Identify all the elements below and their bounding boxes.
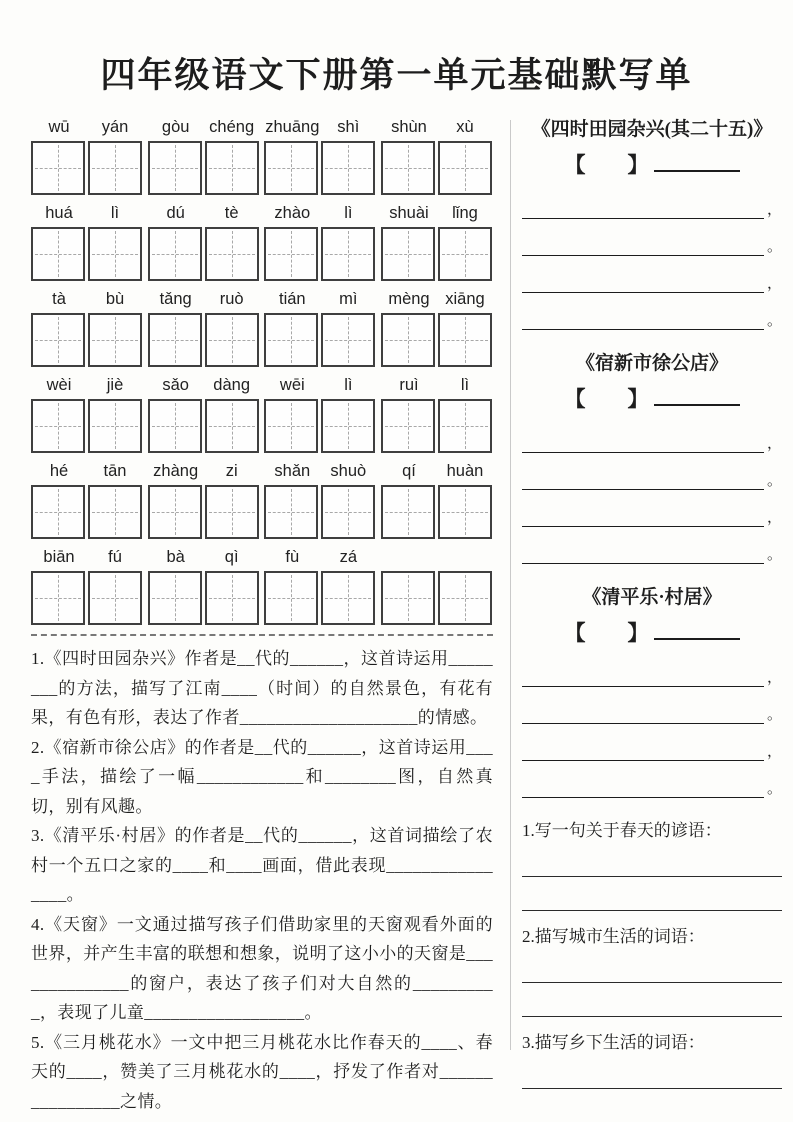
blank-line bbox=[522, 843, 782, 877]
pinyin-word-group bbox=[381, 548, 493, 625]
dashed-separator bbox=[31, 634, 493, 636]
pinyin-syllable: yán bbox=[101, 118, 129, 136]
tianzige-box bbox=[264, 399, 318, 453]
pinyin-syllable: tān bbox=[103, 462, 127, 480]
writing-boxes bbox=[31, 571, 143, 625]
poem-answer-line bbox=[522, 293, 782, 330]
pinyin-word-group bbox=[31, 462, 143, 539]
pinyin-syllable: huàn bbox=[446, 462, 484, 480]
poem-answer-line bbox=[522, 761, 782, 798]
blank-line bbox=[522, 760, 764, 798]
pinyin-syllable bbox=[437, 548, 493, 569]
pinyin-word-group bbox=[381, 204, 493, 281]
poem-title: 《四时田园杂兴(其二十五)》 bbox=[531, 119, 773, 140]
writing-boxes bbox=[31, 313, 143, 367]
tianzige-box bbox=[88, 227, 142, 281]
pinyin-labels bbox=[381, 204, 493, 225]
question-5: 5.《三月桃花水》一文中把三月桃花水比作春天的____、春天的____，赞美了三月桃花水的____，抒发了作者对________________之情。 bbox=[31, 1032, 493, 1111]
pinyin-syllable: dú bbox=[166, 204, 185, 222]
pinyin-syllable: ruì bbox=[399, 376, 419, 394]
blank-line bbox=[522, 686, 764, 724]
pinyin-syllable: shì bbox=[337, 118, 360, 136]
line-punctuation: ， bbox=[767, 276, 783, 292]
writing-boxes bbox=[148, 141, 260, 195]
tianzige-box bbox=[264, 313, 318, 367]
tianzige-box bbox=[438, 313, 492, 367]
blank-line bbox=[522, 723, 764, 761]
pinyin-syllable: biān bbox=[43, 548, 75, 566]
tianzige-box bbox=[321, 227, 375, 281]
line-punctuation: ， bbox=[767, 436, 783, 452]
pinyin-labels bbox=[148, 118, 260, 139]
dynasty-author-line bbox=[522, 617, 782, 650]
writing-boxes bbox=[381, 227, 493, 281]
tianzige-box bbox=[148, 571, 202, 625]
pinyin-labels bbox=[31, 462, 143, 483]
tianzige-box bbox=[205, 313, 259, 367]
prompt-label: 3.描写乡下生活的词语： bbox=[522, 1033, 705, 1052]
pinyin-row bbox=[31, 290, 493, 367]
pinyin-labels bbox=[31, 204, 143, 225]
prompt-section-1 bbox=[522, 818, 782, 911]
pinyin-syllable: tà bbox=[52, 290, 66, 308]
pinyin-word-group bbox=[31, 376, 143, 453]
blank-line bbox=[522, 452, 764, 490]
tianzige-box bbox=[321, 399, 375, 453]
blank-line bbox=[522, 526, 764, 564]
pinyin-word-group bbox=[148, 376, 260, 453]
pinyin-labels bbox=[31, 376, 143, 397]
tianzige-box bbox=[88, 141, 142, 195]
writing-boxes bbox=[264, 571, 376, 625]
pinyin-row bbox=[31, 462, 493, 539]
pinyin-labels bbox=[381, 548, 493, 569]
poem-section-3 bbox=[522, 584, 782, 798]
pinyin-labels bbox=[381, 290, 493, 311]
tianzige-box bbox=[321, 571, 375, 625]
poem-answer-line bbox=[522, 724, 782, 761]
pinyin-row bbox=[31, 204, 493, 281]
pinyin-syllable: shuài bbox=[389, 204, 429, 222]
question-3: 3.《清平乐·村居》的作者是__代的______，这首词描绘了农村一个五口之家的____和____画面，借此表现________________。 bbox=[31, 826, 493, 904]
pinyin-syllable: xiāng bbox=[445, 290, 485, 308]
tianzige-box bbox=[321, 485, 375, 539]
blank-line bbox=[522, 983, 782, 1017]
line-punctuation: ， bbox=[767, 670, 783, 686]
pinyin-word-group bbox=[264, 548, 376, 625]
blank-line bbox=[522, 255, 764, 293]
tianzige-box bbox=[148, 485, 202, 539]
left-column bbox=[31, 118, 493, 1116]
pinyin-syllable: tǎng bbox=[159, 290, 192, 308]
tianzige-box bbox=[31, 313, 85, 367]
poem-answer-line bbox=[522, 527, 782, 564]
writing-boxes bbox=[31, 227, 143, 281]
pinyin-syllable bbox=[381, 548, 437, 569]
prompt-label: 2.描写城市生活的词语： bbox=[522, 927, 705, 946]
pinyin-syllable: mèng bbox=[388, 290, 430, 308]
pinyin-syllable: wēi bbox=[279, 376, 305, 394]
dynasty-author-line bbox=[522, 383, 782, 416]
tianzige-box bbox=[264, 485, 318, 539]
right-column bbox=[522, 116, 782, 1122]
poem-answer-line bbox=[522, 182, 782, 219]
pinyin-labels bbox=[31, 118, 143, 139]
pinyin-syllable: tè bbox=[224, 204, 239, 222]
pinyin-labels bbox=[148, 548, 260, 569]
pinyin-syllable: huá bbox=[45, 204, 73, 222]
writing-boxes bbox=[381, 399, 493, 453]
writing-boxes bbox=[31, 141, 143, 195]
pinyin-syllable: bù bbox=[105, 290, 125, 308]
writing-boxes bbox=[148, 227, 260, 281]
writing-boxes bbox=[148, 399, 260, 453]
pinyin-labels bbox=[264, 548, 376, 569]
pinyin-word-group bbox=[381, 376, 493, 453]
pinyin-word-group bbox=[31, 290, 143, 367]
author-blank-line bbox=[654, 617, 740, 640]
writing-boxes bbox=[31, 485, 143, 539]
writing-boxes bbox=[264, 399, 376, 453]
line-punctuation: 。 bbox=[767, 473, 783, 489]
pinyin-syllable: jiè bbox=[106, 376, 124, 394]
dynasty-brackets: 【 】 bbox=[564, 153, 649, 177]
tianzige-box bbox=[148, 313, 202, 367]
pinyin-syllable: wèi bbox=[46, 376, 72, 394]
pinyin-syllable: lì bbox=[110, 204, 120, 222]
tianzige-box bbox=[88, 485, 142, 539]
dynasty-brackets: 【 】 bbox=[564, 387, 649, 411]
tianzige-box bbox=[88, 399, 142, 453]
pinyin-word-group bbox=[264, 118, 376, 195]
question-4: 4.《天窗》一文通过描写孩子们借助家里的天窗观看外面的世界，并产生丰富的联想和想象，说明了这小小的天窗是______________的窗户，表达了孩子们对大自然的__________，表现了儿童__________________。 bbox=[31, 914, 493, 1022]
writing-boxes bbox=[381, 313, 493, 367]
prompt-section-3 bbox=[522, 1030, 782, 1122]
tianzige-box bbox=[31, 227, 85, 281]
pinyin-syllable: zá bbox=[339, 548, 358, 566]
tianzige-box bbox=[381, 485, 435, 539]
writing-boxes bbox=[148, 571, 260, 625]
poem-section-1 bbox=[522, 116, 782, 330]
line-punctuation: 。 bbox=[767, 547, 783, 563]
author-blank-line bbox=[654, 383, 740, 406]
pinyin-grid bbox=[31, 118, 493, 625]
tianzige-box bbox=[438, 571, 492, 625]
pinyin-word-group bbox=[148, 118, 260, 195]
tianzige-box bbox=[148, 227, 202, 281]
poem-answer-line bbox=[522, 650, 782, 687]
poem-section-2 bbox=[522, 350, 782, 564]
tianzige-box bbox=[264, 141, 318, 195]
pinyin-word-group bbox=[31, 118, 143, 195]
pinyin-syllable: lì bbox=[344, 204, 353, 222]
poem-title: 《清平乐·村居》 bbox=[582, 587, 722, 608]
tianzige-box bbox=[438, 485, 492, 539]
pinyin-word-group bbox=[381, 290, 493, 367]
author-blank-line bbox=[654, 149, 740, 172]
tianzige-box bbox=[31, 399, 85, 453]
pinyin-syllable: fù bbox=[285, 548, 300, 566]
tianzige-box bbox=[381, 571, 435, 625]
tianzige-box bbox=[381, 141, 435, 195]
pinyin-word-group bbox=[148, 462, 260, 539]
writing-boxes bbox=[264, 141, 376, 195]
pinyin-labels bbox=[264, 462, 376, 483]
pinyin-syllable: shǎn bbox=[274, 462, 311, 480]
pinyin-word-group bbox=[264, 376, 376, 453]
tianzige-box bbox=[31, 141, 85, 195]
tianzige-box bbox=[321, 141, 375, 195]
tianzige-box bbox=[205, 141, 259, 195]
tianzige-box bbox=[264, 571, 318, 625]
poem-title: 《宿新市徐公店》 bbox=[575, 353, 728, 374]
pinyin-syllable: lì bbox=[344, 376, 353, 394]
writing-boxes bbox=[31, 399, 143, 453]
pinyin-word-group bbox=[148, 290, 260, 367]
tianzige-box bbox=[381, 399, 435, 453]
pinyin-word-group bbox=[148, 548, 260, 625]
pinyin-row bbox=[31, 548, 493, 625]
pinyin-syllable: shùn bbox=[391, 118, 427, 136]
pinyin-word-group bbox=[381, 462, 493, 539]
pinyin-syllable: lǐng bbox=[452, 204, 478, 222]
pinyin-syllable: lì bbox=[460, 376, 470, 394]
pinyin-syllable: gòu bbox=[161, 118, 190, 136]
pinyin-labels bbox=[381, 462, 493, 483]
writing-boxes bbox=[264, 313, 376, 367]
pinyin-word-group bbox=[264, 204, 376, 281]
blank-line bbox=[522, 415, 764, 453]
pinyin-syllable: wū bbox=[48, 118, 70, 136]
tianzige-box bbox=[438, 227, 492, 281]
pinyin-syllable: qì bbox=[224, 548, 239, 566]
column-divider bbox=[510, 120, 511, 1050]
dynasty-brackets: 【 】 bbox=[564, 621, 649, 645]
line-punctuation: 。 bbox=[767, 781, 783, 797]
question-1: 1.《四时田园杂兴》作者是__代的______，这首诗运用________的方法，描写了江南____（时间）的自然景色，有花有果，有色有形，表达了作者____________________的情感。 bbox=[31, 649, 493, 727]
pinyin-labels bbox=[264, 204, 376, 225]
line-punctuation: ， bbox=[767, 744, 783, 760]
pinyin-syllable: zi bbox=[225, 462, 238, 480]
tianzige-box bbox=[205, 227, 259, 281]
blank-line bbox=[522, 181, 764, 219]
tianzige-box bbox=[381, 313, 435, 367]
pinyin-labels bbox=[148, 290, 260, 311]
pinyin-syllable: mì bbox=[339, 290, 358, 308]
pinyin-row bbox=[31, 118, 493, 195]
line-punctuation: 。 bbox=[767, 313, 783, 329]
pinyin-word-group bbox=[264, 462, 376, 539]
pinyin-word-group bbox=[381, 118, 493, 195]
tianzige-box bbox=[438, 141, 492, 195]
writing-boxes bbox=[381, 571, 493, 625]
blank-line bbox=[522, 1089, 782, 1122]
line-punctuation: 。 bbox=[767, 239, 783, 255]
tianzige-box bbox=[205, 399, 259, 453]
questions-section bbox=[31, 644, 493, 1116]
pinyin-syllable: zhào bbox=[274, 204, 311, 222]
poem-answer-line bbox=[522, 416, 782, 453]
pinyin-labels bbox=[264, 376, 376, 397]
tianzige-box bbox=[381, 227, 435, 281]
pinyin-syllable: ruò bbox=[219, 290, 244, 308]
pinyin-labels bbox=[264, 290, 376, 311]
pinyin-syllable: zhuāng bbox=[265, 118, 320, 136]
pinyin-labels bbox=[148, 462, 260, 483]
writing-boxes bbox=[381, 485, 493, 539]
pinyin-labels bbox=[31, 290, 143, 311]
line-punctuation: ， bbox=[767, 202, 783, 218]
pinyin-syllable: sǎo bbox=[162, 376, 189, 394]
tianzige-box bbox=[321, 313, 375, 367]
tianzige-box bbox=[264, 227, 318, 281]
pinyin-syllable: tián bbox=[279, 290, 306, 308]
pinyin-labels bbox=[381, 376, 493, 397]
prompt-label: 1.写一句关于春天的谚语： bbox=[522, 821, 722, 840]
blank-line bbox=[522, 489, 764, 527]
pinyin-word-group bbox=[31, 548, 143, 625]
tianzige-box bbox=[205, 571, 259, 625]
pinyin-word-group bbox=[264, 290, 376, 367]
pinyin-word-group bbox=[148, 204, 260, 281]
pinyin-labels bbox=[148, 204, 260, 225]
tianzige-box bbox=[438, 399, 492, 453]
blank-line bbox=[522, 949, 782, 983]
tianzige-box bbox=[148, 399, 202, 453]
pinyin-labels bbox=[264, 118, 376, 139]
pinyin-syllable: xù bbox=[456, 118, 474, 136]
line-punctuation: ， bbox=[767, 510, 783, 526]
prompt-section-2 bbox=[522, 924, 782, 1017]
writing-boxes bbox=[148, 313, 260, 367]
pinyin-syllable: chéng bbox=[209, 118, 255, 136]
blank-line bbox=[522, 649, 764, 687]
writing-boxes bbox=[264, 485, 376, 539]
tianzige-box bbox=[88, 313, 142, 367]
poem-answer-line bbox=[522, 687, 782, 724]
pinyin-syllable: shuò bbox=[330, 462, 367, 480]
tianzige-box bbox=[148, 141, 202, 195]
poem-answer-line bbox=[522, 453, 782, 490]
blank-line bbox=[522, 1055, 782, 1089]
tianzige-box bbox=[205, 485, 259, 539]
dynasty-author-line bbox=[522, 149, 782, 182]
poem-answer-line bbox=[522, 219, 782, 256]
pinyin-syllable: zhàng bbox=[153, 462, 199, 480]
pinyin-labels bbox=[148, 376, 260, 397]
blank-line bbox=[522, 292, 764, 330]
pinyin-word-group bbox=[31, 204, 143, 281]
writing-boxes bbox=[148, 485, 260, 539]
tianzige-box bbox=[31, 571, 85, 625]
page-title: 四年级语文下册第一单元基础默写单 bbox=[100, 56, 693, 95]
pinyin-syllable: hé bbox=[49, 462, 69, 480]
pinyin-syllable: dàng bbox=[213, 376, 251, 394]
tianzige-box bbox=[31, 485, 85, 539]
poem-answer-line bbox=[522, 490, 782, 527]
pinyin-labels bbox=[381, 118, 493, 139]
line-punctuation: 。 bbox=[767, 707, 783, 723]
blank-line bbox=[522, 218, 764, 256]
pinyin-syllable: bà bbox=[166, 548, 185, 566]
writing-boxes bbox=[381, 141, 493, 195]
writing-boxes bbox=[264, 227, 376, 281]
poem-answer-line bbox=[522, 256, 782, 293]
tianzige-box bbox=[88, 571, 142, 625]
pinyin-syllable: fú bbox=[108, 548, 122, 566]
question-2: 2.《宿新市徐公店》的作者是__代的______，这首诗运用____手法，描绘了一幅____________和________图，自然真切，别有风趣。 bbox=[31, 737, 493, 816]
pinyin-syllable: qí bbox=[402, 462, 416, 480]
blank-line bbox=[522, 877, 782, 911]
pinyin-labels bbox=[31, 548, 143, 569]
pinyin-row bbox=[31, 376, 493, 453]
